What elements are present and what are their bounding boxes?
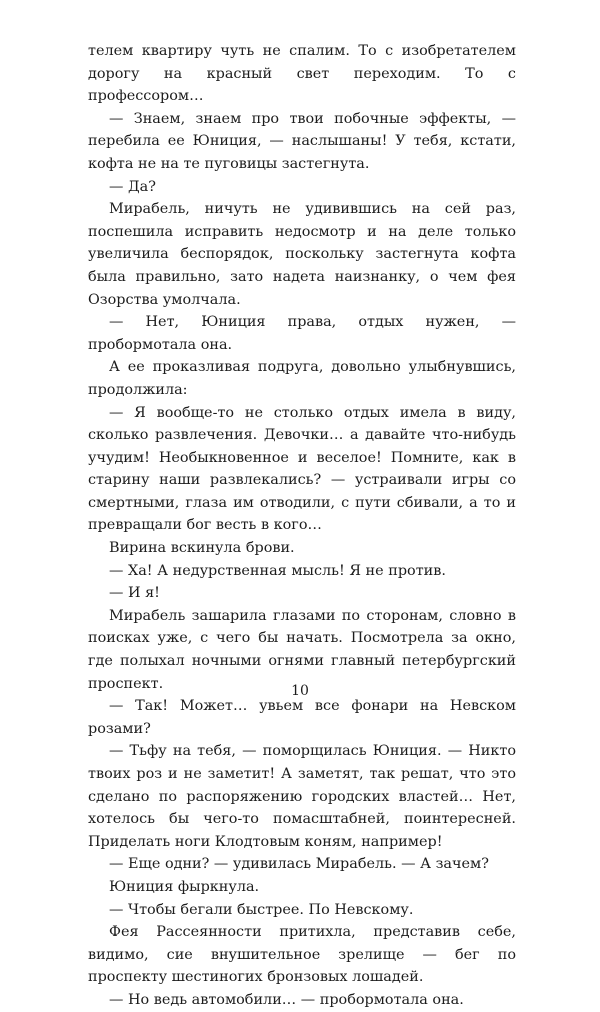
paragraph: — Чтобы бегали быстрее. По Невскому.: [109, 901, 414, 918]
paragraph: телем квартиру чуть не спалим. То с изобретателем дорогу на красный свет переходим. То с профессором…: [88, 43, 516, 105]
page-number: 10: [291, 683, 309, 699]
paragraph: Мирабель, ничуть не удивившись на сей раз, поспешила исправить недосмотр и на деле только увеличила беспорядок, поскольку застегнута кофта была правильно, зато надета наизнанку, о чем фея Озорства умолчала.: [88, 201, 516, 308]
paragraph: — Тьфу на тебя, — поморщилась Юниция. — Никто твоих роз и не заметит! А заметят, так решат, что это сделано по распоряжению городских властей… Нет, хотелось бы чего-то помасштабней, поинтересней. Приделать ноги Клодтовым коням, например!: [88, 743, 516, 850]
paragraph: Юниция фыркнула.: [109, 878, 260, 895]
paragraph: — Я вообще-то не столько отдых имела в виду, сколько развлечения. Девочки… а давайте что-нибудь учудим! Необыкновенное и веселое! Помните, как в старину наши развлекались? — устраивали игры со смертными, глаза им отводили, с пути сбивали, а то и превращали бог весть в кого…: [88, 404, 516, 534]
paragraph: — Знаем, знаем про твои побочные эффекты, — перебила ее Юниция, — наслышаны! У тебя, кстати, кофта не на те пуговицы застегнута.: [88, 110, 516, 172]
paragraph: Вирина вскинула брови.: [109, 540, 295, 557]
paragraph: — И я!: [109, 585, 160, 602]
page-text: [88, 40, 516, 1012]
paragraph: — Да?: [109, 178, 156, 195]
paragraph: — Ха! А недурственная мысль! Я не против.: [109, 562, 446, 579]
paragraph: — Еще одни? — удивилась Мирабель. — А зачем?: [109, 856, 489, 873]
paragraph: — Но ведь автомобили… — пробормотала она.: [109, 991, 464, 1008]
paragraph: Фея Рассеянности притихла, представив себе, видимо, сие внушительное зрелище — бег по проспекту шестиногих бронзовых лошадей.: [88, 924, 516, 986]
paragraph: А ее проказливая подруга, довольно улыбнувшись, продолжила:: [88, 359, 516, 398]
paragraph: Мирабель зашарила глазами по сторонам, словно в поисках уже, с чего бы начать. Посмотрела за окно, где полыхал ночными огнями главный петербургский проспект.: [88, 607, 516, 692]
paragraph: — Нет, Юниция права, отдых нужен, — пробормотала она.: [88, 314, 516, 353]
paragraph: — Так! Может… увьем все фонари на Невском розами?: [88, 698, 516, 737]
